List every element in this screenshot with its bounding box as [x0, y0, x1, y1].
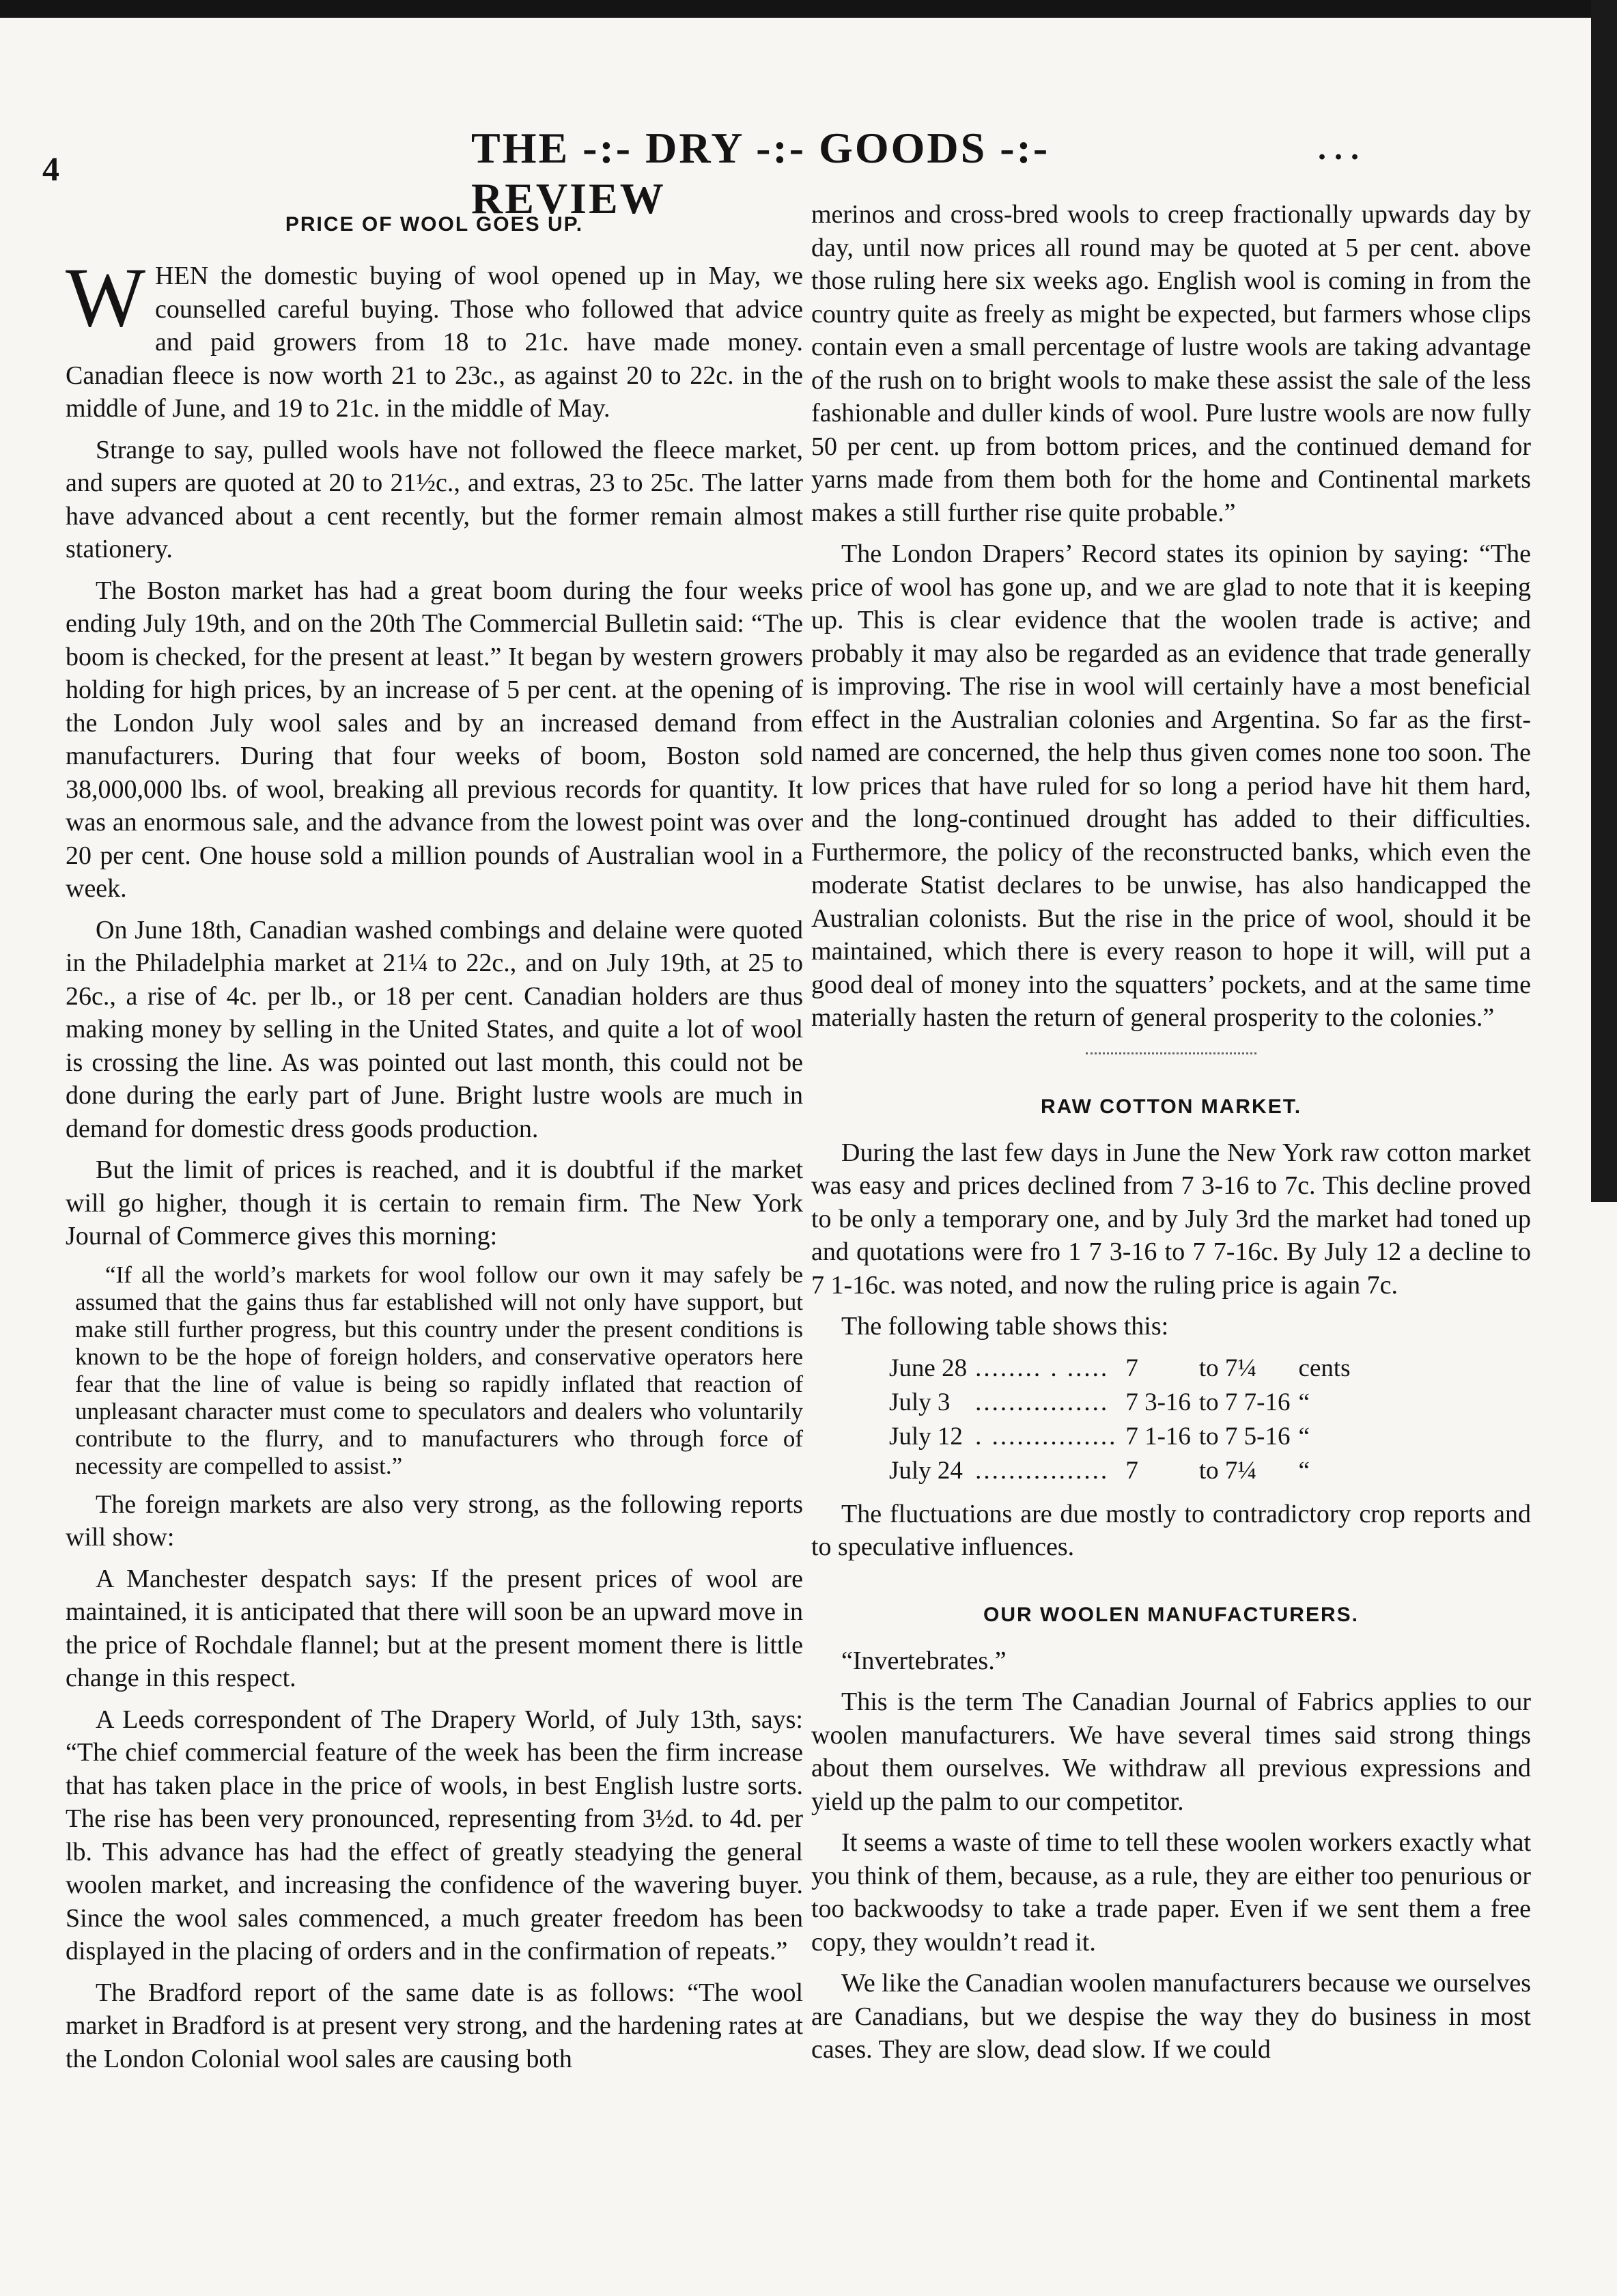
woolen-paragraph-3: It seems a waste of time to tell these woolen workers exactly what you think of them, because, as a rule, they are either too penurious or too backwoodsy to take a trade paper. Even if we sent them a free copy, they wouldn’t read it.	[811, 1828, 1531, 1957]
masthead-title: THE -:- DRY -:- GOODS -:- REVIEW	[471, 124, 1050, 223]
cotton-price-dots: ................	[975, 1388, 1110, 1416]
wool-paragraph-8: A Manchester despatch says: If the present prices of wool are maintained, it is anticipated that there will soon be an upward move in the price of Rochdale flannel; but at the present moment there is little change in this respect.	[66, 1564, 803, 1692]
wool-paragraph-5: But the limit of prices is reached, and it is doubtful if the market will go higher, though it is certain to remain firm. The New York Journal of Commerce gives this morning:	[66, 1156, 803, 1250]
wool-paragraph-1: WHEN the domestic buying of wool opened up in May, we counselled careful buying. Those who followed that advice and paid growers from 18 to 21c. have made money. Canadian fleece is now worth 21 to 23c., as against 20 to 22c. in the middle of June, and 19 to 21c. in the middle of May.	[66, 251, 803, 423]
woolen-paragraph-1: “Invertebrates.”	[841, 1646, 1007, 1675]
wool-paragraph-3: The Boston market has had a great boom during the four weeks ending July 19th, and on the 20th The Commercial Bulletin said: “The boom is checked, for the present at least.” It began by western growers holding for high prices, by an increase of 5 per cent. at the opening of the London July wool sales and by an increased demand from manufacturers. During that four weeks of boom, Boston sold 38,000,000 lbs. of wool, breaking all previous records for quantity. It was an enormous sale, and the advance from the lowest point was over 20 per cent. One house sold a million pounds of Australian wool in a week.	[66, 576, 803, 903]
cotton-price-low: 7	[1125, 1456, 1138, 1485]
cotton-price-high: to 7 5-16	[1198, 1422, 1291, 1451]
scan-right-edge	[1591, 0, 1617, 1202]
wool-paragraph-2: Strange to say, pulled wools have not followed the fleece market, and supers are quoted at 20 to 21½c., and extras, 23 to 25c. The latter have advanced about a cent recently, but the former remain almost stationery.	[66, 435, 803, 563]
wool-paragraph-11: merinos and cross-bred wools to creep fractionally upwards day by day, until now prices all round may be quoted at 5 per cent. above those ruling here six weeks ago. English wool is coming in from the country quite as freely as might be expected, but farmers whose clips contain even a small percentage of lustre wools are taking advantage of the rush on to bright wools to make these assist the sale of the less fashionable and duller kinds of wool. Pure lustre wools are now fully 50 per cent. up from bottom prices, and the continued demand for yarns made from them both for the home and Continental markets makes a still further rise quite probable.”	[811, 200, 1531, 527]
cotton-price-high: to 7 7-16	[1198, 1388, 1291, 1416]
cotton-price-low: 7	[1125, 1354, 1138, 1382]
cotton-price-dots: ........ . .....	[975, 1354, 1110, 1382]
wool-paragraph-4: On June 18th, Canadian washed combings and delaine were quoted in the Philadelphia market at 21¼ to 22c., and on July 19th, at 25 to 26c., a rise of 4c. per lb., or 18 per cent. Canadian holders are thus making money by selling in the United States, and quite a lot of wool is crossing the line. As was pointed out last month, this could not be done during the early part of June. Bright lustre wools are much in demand for domestic dress goods production.	[66, 915, 803, 1143]
cotton-price-date: July 24	[889, 1456, 963, 1485]
cotton-price-dots: . ...............	[975, 1422, 1118, 1451]
cotton-price-unit: cents	[1298, 1354, 1351, 1382]
section-divider	[1086, 1052, 1256, 1054]
cotton-price-unit: “	[1298, 1388, 1310, 1416]
woolen-paragraph-2: This is the term The Canadian Journal of Fabrics applies to our woolen manufacturers. We have several times said strong things about them ourselves. We withdraw all previous expressions and yield up the palm to our competitor.	[811, 1688, 1531, 1816]
wool-paragraph-7: The foreign markets are also very strong, as the following reports will show:	[66, 1489, 803, 1552]
wool-paragraph-12: The London Drapers’ Record states its opinion by saying: “The price of wool has gone up, and we are glad to note that it is keeping up. This is clear evidence that the woolen trade is active; and probably it may also be regarded as an evidence that trade generally is improving. The rise in wool will certainly have a most beneficial effect in the Australian colonies and Argentina. So far as the first-named are concerned, the help thus given comes none too soon. The low prices that have ruled for so long a period have hit them hard, and the long-continued drought has added to their difficulties. Furthermore, the policy of the reconstructed banks, which even the moderate Statist declares to be unwise, has also handicapped the Australian colonists. But the rise in the price of wool, should it be maintained, which there is every reason to hope it will, will put a good deal of money into the squatters’ pockets, and at the same time materially hasten the return of general prosperity to the colonies.”	[811, 540, 1531, 1032]
cotton-paragraph-2: The following table shows this:	[841, 1312, 1169, 1341]
cotton-price-row	[885, 1454, 1355, 1488]
drop-cap: W	[66, 251, 146, 344]
cotton-price-date: July 3	[889, 1388, 951, 1416]
right-column	[811, 198, 1531, 2075]
scan-top-edge	[0, 0, 1617, 18]
masthead-trailing-marks: . . .	[1318, 130, 1359, 167]
cotton-paragraph-3: The fluctuations are due mostly to contradictory crop reports and to speculative influences.	[811, 1499, 1531, 1561]
wool-quote-journal-of-commerce: “If all the world’s markets for wool follow our own it may safely be assumed that the gains thus far established will not only have support, but make still further progress, but this country under the present conditions is known to be the hope of foreign holders, and conservative operators here fear that the line of value is being so rapidly inflated that reaction of unpleasant character must come to speculators and dealers who voluntarily contribute to the flurry, and to manufacturers who through force of necessity are compelled to assist.”	[75, 1261, 803, 1479]
left-column	[66, 198, 803, 2084]
wool-paragraph-9: A Leeds correspondent of The Drapery World, of July 13th, says: “The chief commercial feature of the week has been the firm increase that has taken place in the price of wools, in best English lustre sorts. The rise has been very pronounced, representing from 3½d. to 4d. per lb. This advance has had the effect of greatly steadying the general woolen market, and increasing the confidence of the wavering buyer. Since the wool sales commenced, a much greater freedom has been displayed in the placing of orders and in the confirmation of repeats.”	[66, 1705, 803, 1965]
cotton-price-high: to 7¼	[1198, 1354, 1257, 1382]
cotton-price-table	[885, 1352, 1355, 1488]
cotton-price-low: 7 3-16	[1125, 1388, 1191, 1416]
cotton-price-date: July 12	[889, 1422, 963, 1451]
cotton-price-unit: “	[1298, 1456, 1310, 1485]
cotton-paragraph-1: During the last few days in June the New York raw cotton market was easy and prices declined from 7 3-16 to 7c. This decline proved to be only a temporary one, and by July 3rd the market had toned up and quotations were fro 1 7 3-16 to 7 7-16c. By July 12 a decline to 7 1-16c. was noted, and now the ruling price is again 7c.	[811, 1138, 1531, 1300]
cotton-price-row	[885, 1420, 1355, 1454]
cotton-price-date: June 28	[889, 1354, 968, 1382]
woolen-article-title: OUR WOOLEN MANUFACTURERS.	[983, 1603, 1359, 1626]
wool-article-title: PRICE OF WOOL GOES UP.	[285, 213, 584, 236]
wool-paragraph-10: The Bradford report of the same date is as follows: “The wool market in Bradford is at present very strong, and the hardening rates at the London Colonial wool sales are causing both	[66, 1978, 803, 2073]
cotton-price-row	[885, 1352, 1355, 1386]
page-number: 4	[42, 150, 59, 188]
cotton-article-title: RAW COTTON MARKET.	[1040, 1095, 1302, 1118]
cotton-price-high: to 7¼	[1198, 1456, 1257, 1485]
cotton-price-unit: “	[1298, 1422, 1310, 1451]
cotton-price-low: 7 1-16	[1125, 1422, 1191, 1451]
woolen-paragraph-4: We like the Canadian woolen manufacturers because we ourselves are Canadians, but we despise the way they do business in most cases. They are slow, dead slow. If we could	[811, 1969, 1531, 2064]
cotton-price-dots: ................	[975, 1456, 1110, 1485]
cotton-price-row	[885, 1386, 1355, 1420]
